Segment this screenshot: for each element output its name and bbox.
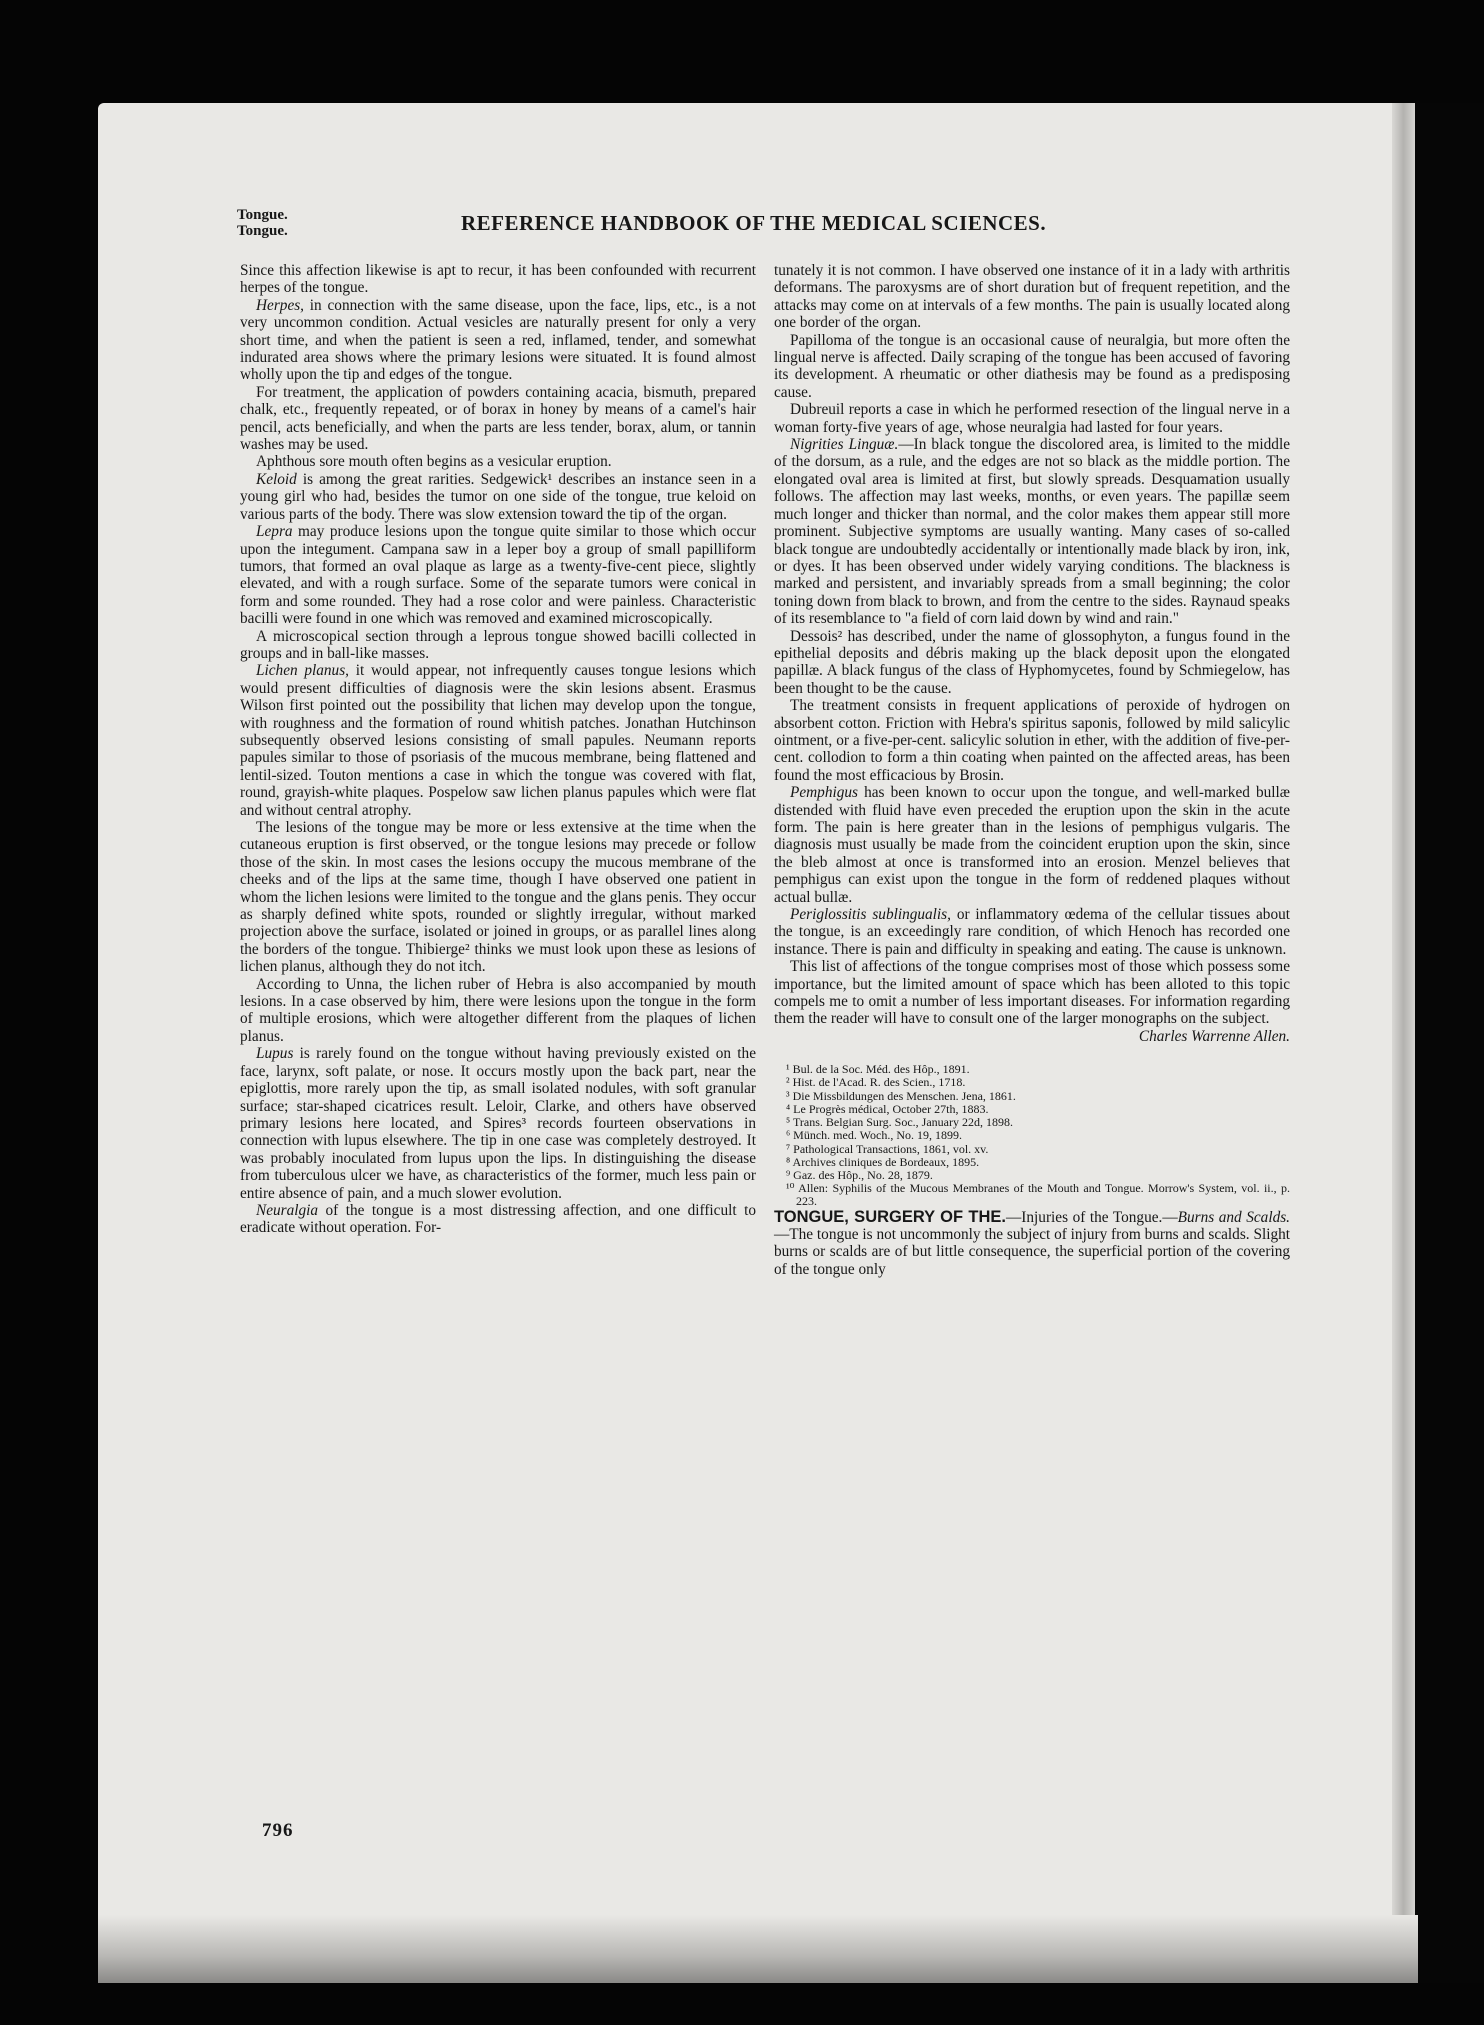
paragraph-text: Papilloma of the tongue is an occasional cause of neuralgia, but more often the lingual nerve is affected. Daily scraping of the tongue has been accused of favoring its development. A rheumatic or other diathesis may be found as a predisposing cause. — [774, 331, 1290, 401]
left-paragraph — [240, 523, 756, 627]
paragraph-text: in connection with the same disease, upon the face, lips, etc., is a not very uncommon condition. Actual vesicles are naturally present for only a very short time, and when the patient is seen a red, inflamed, tender, and somewhat indurated area shows where the primary lesions were situated. It is found almost wholly upon the tip and edges of the tongue. — [240, 296, 756, 384]
left-paragraph — [240, 1202, 756, 1237]
page-spine — [1392, 103, 1415, 1983]
left-paragraph — [240, 471, 756, 523]
page-bottom-shadow — [98, 1915, 1418, 1983]
facing-page-edge — [1415, 103, 1484, 1983]
paragraph-text: may produce lesions upon the tongue quite similar to those which occur upon the integument. Campana saw in a leper boy a group of small papilliform tumors, that formed an oval plaque as large as a twenty-five-cent piece, slightly elevated, and with a rough surface. Some of the separate tumors were conical in form and some rounded. They had a rose color and were painless. Characteristic bacilli were found in one which was removed and examined microscopically. — [240, 523, 756, 628]
footnotes — [774, 1063, 1290, 1208]
right-paragraph — [774, 784, 1290, 906]
paragraph-text: of the tongue is a most distressing affection, and one difficult to eradicate without operation. For- — [240, 1201, 756, 1237]
right-paragraph — [774, 436, 1290, 627]
paragraph-text: is rarely found on the tongue without having previously existed on the face, larynx, soft palate, or nose. It occurs mostly upon the back part, near the epiglottis, more rarely upon the tip, as small isolated nodules, with soft granular surface; star-shaped cicatrices result. Leloir, Clarke, and others have observed primary lesions here located, and Spires³ records fourteen observations in connection with lupus elsewhere. The tip in one case was completely destroyed. It was probably inoculated from lupus upon the lips. In distinguishing the disease from tuberculous ulcer we have, as characteristics of the former, much less pain or entire absence of pain, and a much slower evolution. — [240, 1045, 756, 1202]
topic-term: Herpes, — [256, 296, 305, 314]
topic-term: Lichen planus, — [256, 662, 349, 680]
right-paragraph — [774, 958, 1290, 1028]
surgery-heading: TONGUE, SURGERY OF THE. — [774, 1207, 1006, 1226]
right-paragraph — [774, 906, 1290, 958]
footnote: ¹ Bul. de la Soc. Méd. des Hôp., 1891. — [786, 1062, 970, 1077]
left-paragraph — [240, 384, 756, 454]
surgery-section — [774, 1209, 1290, 1279]
left-column — [240, 262, 756, 1237]
surgery-text: —The tongue is not uncommonly the subject of injury from burns and scalds. Slight burns or scalds are of but little consequence, the superficial portion of the covering of the tongue only — [774, 1225, 1290, 1278]
right-paragraph — [774, 332, 1290, 402]
paragraph-text: —In black tongue the discolored area, is limited to the middle of the dorsum, as a rule, and the edges are not so black as the middle portion. The elongated oval area is limited at first, but slowly spreads. Desquamation usually follows. The affection may last weeks, months, or even years. The papillæ seem much longer and thicker than normal, and the color makes them appear still more prominent. Subjective symptoms are usually wanting. Many cases of so-called black tongue are undoubtedly accidentally or intentionally made black by iron, ink, or dyes. It has been observed under widely varying conditions. The blackness is marked and persistent, and invariably spreads from a small beginning; the color toning down from black to brown, and from the centre to the sides. Raynaud speaks of its resemblance to "a field of corn laid down by wind and rain." — [774, 436, 1290, 628]
right-paragraph — [774, 401, 1290, 436]
topic-term: Neuralgia — [256, 1201, 319, 1219]
paragraph-text: According to Unna, the lichen ruber of Hebra is also accompanied by mouth lesions. In a case observed by him, there were lesions upon the tongue in the form of multiple erosions, which were altogether different from the plaques of lichen planus. — [240, 975, 756, 1045]
footnote: ³ Die Missbildungen des Menschen. Jena, 1861. — [786, 1088, 1016, 1103]
paragraph-text: is among the great rarities. Sedgewick¹ describes an instance seen in a young girl who had, besides the tumor on one side of the tongue, true keloid on various parts of the body. There was slow extension toward the tip of the organ. — [240, 470, 756, 523]
paragraph-text: Dubreuil reports a case in which he performed resection of the lingual nerve in a woman forty-five years of age, whose neuralgia had lasted for four years. — [774, 401, 1290, 436]
surgery-subhead: Burns and Scalds. — [1177, 1208, 1290, 1226]
footnote: ⁹ Gaz. des Hôp., No. 28, 1879. — [786, 1167, 933, 1182]
left-paragraph — [240, 662, 756, 819]
paragraph-text: This list of affections of the tongue comprises most of those which possess some importance, but the limited amount of space which has been alloted to this topic compels me to omit a number of less important diseases. For information regarding them the reader will have to consult one of the larger monographs on the subject. — [774, 958, 1290, 1028]
paragraph-text: Since this affection likewise is apt to recur, it has been confounded with recurrent herpes of the tongue. — [240, 262, 756, 297]
footnote: ⁷ Pathological Transactions, 1861, vol. xv. — [786, 1141, 989, 1156]
left-paragraph — [240, 976, 756, 1046]
footnote: ⁶ Münch. med. Woch., No. 19, 1899. — [786, 1128, 962, 1143]
topic-term: Lupus — [256, 1045, 294, 1063]
paragraph-text: Aphthous sore mouth often begins as a vesicular eruption. — [256, 453, 612, 471]
right-paragraph — [774, 628, 1290, 698]
paragraph-text: The treatment consists in frequent applications of peroxide of hydrogen on absorbent cotton. Friction with Hebra's spiritus saponis, followed by mild salicylic ointment, or a five-per-cent. salicylic solution in ether, with the addition of five-per-cent. collodion to form a thin coating when painted on the affected areas, has been found the most efficacious by Brosin. — [774, 697, 1290, 784]
right-paragraph — [774, 697, 1290, 784]
footnote: ¹⁰ Allen: Syphilis of the Mucous Membranes of the Mouth and Tongue. Morrow's System, vol. ii., p. 223. — [786, 1181, 1290, 1209]
topic-term: Keloid — [256, 470, 297, 488]
left-paragraph — [240, 1045, 756, 1202]
paragraph-text: or inflammatory œdema of the cellular tissues about the tongue, is an exceedingly rare condition, of which Henoch has recorded one instance. There is pain and difficulty in speaking and eating. The cause is unknown. — [774, 906, 1291, 958]
page-title: REFERENCE HANDBOOK OF THE MEDICAL SCIENCES. — [461, 211, 1047, 235]
paragraph-text: A microscopical section through a leprous tongue showed bacilli collected in groups and in ball-like masses. — [240, 627, 756, 662]
topic-term: Nigrities Linguæ. — [790, 436, 899, 454]
paragraph-text: Dessois² has described, under the name of glossophyton, a fungus found in the epithelial deposits and débris making up the black deposit upon the elongated papillæ. A black fungus of the class of Hyphomycetes, found by Schmiegelow, has been thought to be the cause. — [774, 627, 1290, 697]
right-paragraph — [774, 262, 1290, 332]
paragraph-text: tunately it is not common. I have observed one instance of it in a lady with arthritis deformans. The paroxysms are of short duration but of frequent repetition, and the attacks may come on at intervals of a few months. The pain is usually located along one border of the organ. — [774, 262, 1290, 332]
surgery-intro: —Injuries of the Tongue.— — [1006, 1208, 1178, 1226]
footnote: ⁵ Trans. Belgian Surg. Soc., January 22d, 1898. — [786, 1115, 1013, 1130]
footnote: ⁴ Le Progrès médical, October 27th, 1883. — [786, 1101, 989, 1116]
right-column — [774, 262, 1290, 1278]
author-signature: Charles Warrenne Allen. — [1138, 1027, 1290, 1045]
topic-term: Periglossitis sublingualis, — [790, 906, 951, 924]
paragraph-text: The lesions of the tongue may be more or less extensive at the time when the cutaneous eruption is first observed, or the tongue lesions may precede or follow those of the skin. In most cases the lesions occupy the mucous membrane of the cheeks and of the lips at the same time, though I have observed one patient in whom the lichen lesions were limited to the tongue and the glans penis. They occur as sharply defined white spots, rounded or slightly irregular, without marked projection above the surface, isolated or joined in groups, or as parallel lines along the borders of the tongue. Thibierge² thinks we must look upon these as lesions of lichen planus, although they do not itch. — [240, 819, 756, 976]
left-paragraph — [240, 819, 756, 976]
left-paragraph — [240, 297, 756, 384]
left-paragraph — [240, 453, 756, 470]
footnote: ² Hist. de l'Acad. R. des Scien., 1718. — [786, 1075, 966, 1090]
left-paragraph — [240, 628, 756, 663]
left-paragraph — [240, 262, 756, 297]
catchword-last: Tongue. — [237, 223, 288, 239]
page-number: 796 — [262, 1820, 294, 1841]
paragraph-text: it would appear, not infrequently causes tongue lesions which would present difficulties of diagnosis were the skin lesions absent. Erasmus Wilson first pointed out the possibility that lichen may develop upon the tongue, with roughness and the formation of round whitish patches. Jonathan Hutchinson subsequently observed lesions consisting of small papules. Neumann reports papules similar to those of psoriasis of the mucous membrane, being flattened and lentil-sized. Touton mentions a case in which the tongue was covered with flat, round, grayish-white plaques. Pospelow saw lichen planus papules which were flat and without central atrophy. — [240, 662, 756, 819]
paragraph-text: For treatment, the application of powders containing acacia, bismuth, prepared chalk, etc., frequently repeated, or of borax in honey by means of a camel's hair pencil, acts beneficially, and when the parts are less tender, borax, alum, or tannin washes may be used. — [240, 383, 756, 454]
footnote: ⁸ Archives cliniques de Bordeaux, 1895. — [786, 1154, 980, 1169]
topic-term: Lepra — [256, 523, 293, 541]
catchwords — [237, 207, 288, 239]
paragraph-text: has been known to occur upon the tongue, and well-marked bullæ distended with fluid have even preceded the eruption upon the skin in the acute form. The pain is here greater than in the lesions of pemphigus vulgaris. The diagnosis must usually be made from the coincident eruption upon the skin, since the bleb almost at once is transformed into an erosion. Menzel believes that pemphigus can exist upon the tongue in the form of reddened plaques without actual bullæ. — [774, 784, 1290, 906]
catchword-first: Tongue. — [237, 207, 288, 223]
topic-term: Pemphigus — [790, 784, 858, 802]
